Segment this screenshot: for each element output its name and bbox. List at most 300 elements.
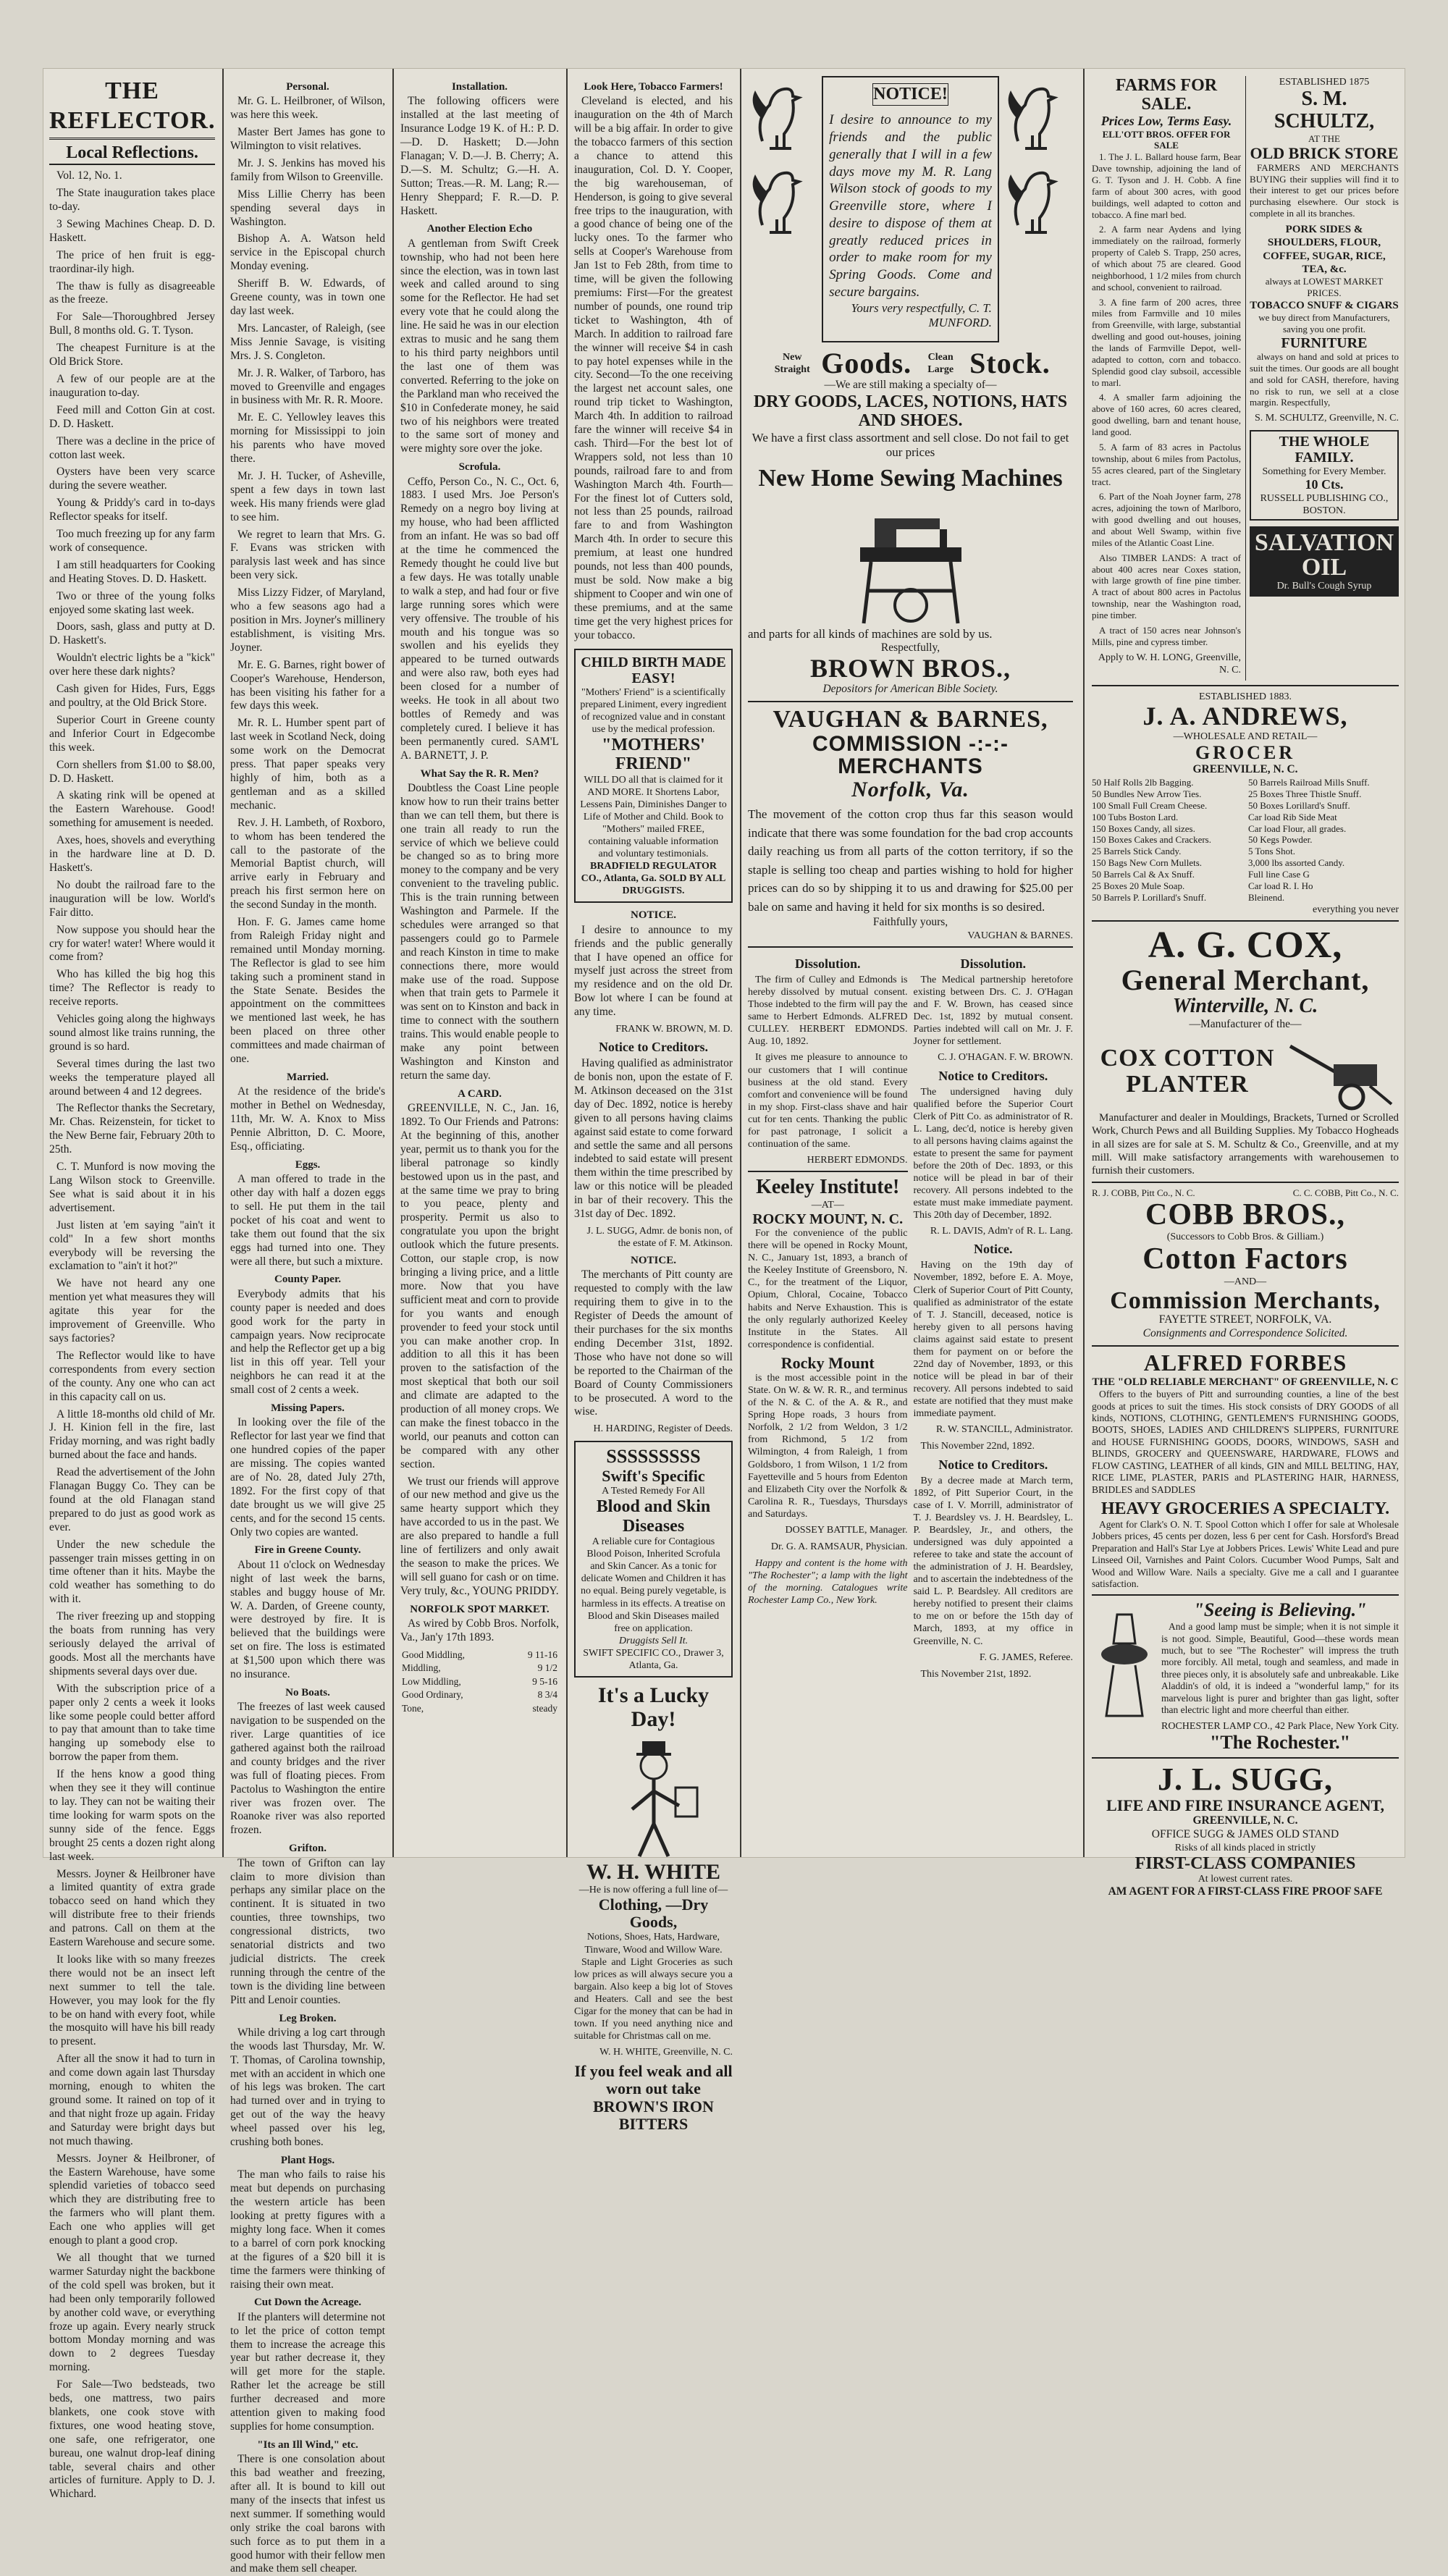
brown-dep: Depositors for American Bible Society. xyxy=(822,682,998,695)
cobb-cm: Commission Merchants, xyxy=(1110,1287,1381,1314)
item-text: The freezes of last week caused navigation to be suspended on the river. Large quantities of ice gathered against both the railroad and county bridges and the river was full of floating pieces. From Pactolus to Washington the entire river was frozen over. The Roanoke river was also reported frozen. xyxy=(230,1701,385,1837)
item-heading: Fire in Greene County. xyxy=(254,1544,361,1557)
notice-harding-sig: H. HARDING, Register of Deeds. xyxy=(593,1423,733,1435)
market-row xyxy=(400,1649,559,1662)
vaughan-title: COMMISSION -:-:- MERCHANTS xyxy=(812,731,1009,779)
andrews-left xyxy=(1092,777,1242,903)
rooster-icon xyxy=(1003,76,1061,156)
item-text: At the residence of the bride's mother in Bethel on Wednesday, 11th, Mr. W. A. Knox to Miss Pennie Albritton, D. C. Moore, Esq., officiating. xyxy=(230,1085,385,1153)
item-text: Mr. G. L. Heilbroner, of Wilson, was here this week. xyxy=(230,95,385,122)
local-item: A few of our people are at the inauguration to-day. xyxy=(49,372,215,399)
andrews-item: 25 Boxes 20 Mule Soap. xyxy=(1092,880,1185,891)
farms-list xyxy=(1092,151,1241,647)
column-rule xyxy=(222,69,224,1857)
dissolution1-sig: HERBERT EDMONDS. xyxy=(807,1155,908,1166)
goods-line: —We are still making a specialty of— xyxy=(824,378,997,391)
andrews-item: 5 Tons Shot. xyxy=(1248,846,1295,857)
lucky-day-banner: It's a Lucky Day! xyxy=(597,1683,710,1731)
item-text: In looking over the file of the Reflector for last year we find that one hundred copies of the paper are missing. The copies wanted are of No. 28, dated July 27th, 1892. For the first copy of that date brought us we will give 25 cents, and for the second 15 cents. Only two copies are wanted. xyxy=(230,1416,385,1539)
item-text: Hon. F. G. James came home from Raleigh Friday night and remained until Monday morning. The Reflector is glad to see him taking such a prominent stand in the State Senate. Besides the appointment on the committees we mentioned last week, he has been placed on three other committees and made chairman of one. xyxy=(230,916,385,1066)
keeley-foot: Happy and content is the home with "The Rochester"; a lamp with the light of the morning. Catalogues write Rochester Lamp Co., New York. xyxy=(748,1558,908,1607)
item-text: Miss Lizzy Fidzer, of Maryland, who a few seasons ago had a position in Mrs. Joyner's millinery establishment, is visiting Mrs. Joyner. xyxy=(230,586,385,654)
cobb-cons: Consignments and Correspondence Solicited. xyxy=(1142,1327,1348,1340)
andrews-city: GREENVILLE, N. C. xyxy=(1192,763,1298,776)
item-text: If the planters will determine not to let the price of cotton tempt them to increase the acreage this year but rather decrease it, they will get more for the staple. Rather let the acreage be still further decreased and more attention given to making food supplies for home consumption. xyxy=(230,2310,385,2433)
andrews-whole: —WHOLESALE AND RETAIL— xyxy=(1173,731,1318,742)
white-line3: Notions, Shoes, Hats, Hardware, Tinware, Wood and Willow Ware. xyxy=(584,1932,723,1956)
farm-listing: 6. Part of the Noah Joyner farm, 278 acres, adjoining the town of Marlboro, with good dwelling and out houses, and about Well Swamp, within five miles of the Atlantic Coast Line. xyxy=(1092,491,1241,548)
item-heading: NORFOLK SPOT MARKET. xyxy=(410,1603,550,1615)
local-item: It looks like with so many freezes there would not be an insect left next summer to tell the tale. However, you may look for the fly to be on hand with every foot, while the mosquito will have his bill ready to present. xyxy=(49,1953,215,2048)
goods-big1: Goods. xyxy=(821,346,912,379)
swift-title: Swift's Specific xyxy=(602,1467,705,1486)
white-sig: W. H. WHITE, Greenville, N. C. xyxy=(599,2047,733,2058)
salvation-oil-ad xyxy=(1250,526,1399,597)
sewing-parts: and parts for all kinds of machines are sold by us. xyxy=(748,626,993,641)
swift-s-row: SSSSSSSSS xyxy=(606,1446,701,1468)
divider xyxy=(1092,685,1399,686)
creditors3-sig: F. G. JAMES, Referee. xyxy=(979,1651,1073,1663)
local-item: The cheapest Furniture is at the Old Brick Store. xyxy=(49,342,215,369)
rochester-addr: ROCHESTER LAMP CO., 42 Park Place, New York City. xyxy=(1161,1720,1399,1732)
item-heading: Married. xyxy=(287,1072,329,1084)
keeley-place: ROCKY MOUNT, N. C. xyxy=(752,1211,904,1228)
sugg-rates: At lowest current rates. xyxy=(1197,1874,1293,1885)
local-item: The Reflector would like to have correspondents from every section of the county. Any one who can act in this capacity call on us. xyxy=(49,1349,215,1403)
item-text: The man who fails to raise his meat but depends on purchasing the western article has been looking at pretty figures with a mighty long face. When it comes to a barrel of corn pork knocking at the figures of a $20 bill it is time the farmers were thinking of raising their own meat. xyxy=(230,2168,385,2291)
goods-big2: Stock. xyxy=(969,346,1051,379)
andrews-item: 100 Small Full Cream Cheese. xyxy=(1092,799,1208,811)
dissolution1-text: The firm of Culley and Edmonds is hereby dissolved by mutual consent. Those indebted to the firm will pay the same to Herbert Edmonds. ALFRED CULLEY. HERBERT EDMONDS. Aug. 10, 1892. xyxy=(748,975,908,1048)
farms-title: FARMS FOR SALE. xyxy=(1115,76,1218,114)
divider xyxy=(748,946,1073,948)
stancill-text: Having on the 19th day of November, 1892, before E. A. Moye, Clerk of Superior Court of Pitt County, qualified as administrator of the estate of T. J. Stancill, deceased, notice is hereby given to all persons having claims against said estate to present them for payment on or before the 22nd day of November, 1893, or this notice will be plead in bar of their recovery. All persons indebted to said estate are notified that they must make immediate payment. xyxy=(913,1260,1073,1420)
salvation-foot: Dr. Bull's Cough Syrup xyxy=(1276,581,1372,592)
andrews-item: 50 Kegs Powder. xyxy=(1248,834,1313,846)
rochester-sub: And a good lamp must be simple; when it is not simple it is not good. Simple, Beautiful, Good—these words mean much, but to see "The Rochester" will impress the truth more forcibly. All metal, tough and seamless, and made in three pieces only, it is absolutely safe and unbreakable. Like Aladdin's of old, it is indeed a "wonderful lamp," for its marvelous light is purer and brighter than gas light, softer than electric light and more cheerful than either. xyxy=(1161,1621,1399,1716)
munford-heading: NOTICE! xyxy=(872,83,948,106)
stancill-sig: R. W. STANCILL, Administrator. xyxy=(935,1424,1073,1436)
farms-apply: Apply to W. H. LONG, Greenville, N. C. xyxy=(1098,652,1241,675)
local-item: Just listen at 'em saying "ain't it cold" In a few short months everybody will be reversing the exclamation to "ain't it hot?" xyxy=(49,1218,215,1273)
sugg-title: LIFE AND FIRE INSURANCE AGENT, xyxy=(1106,1796,1385,1814)
item-heading: Scrofula. xyxy=(458,461,501,473)
rooster-icon xyxy=(748,160,806,240)
item-text: Rev. J. H. Lambeth, of Roxboro, to whom has been tendered the call to the pastorate of the Memorial Baptist church, will arrive early in February and preach his first sermon here on the second Sunday in the month. xyxy=(230,816,385,912)
item-heading: Missing Papers. xyxy=(271,1402,345,1415)
item-text: Mr. E. G. Barnes, right bower of Cooper's Warehouse, Henderson, has been visiting his father for a few days this week. xyxy=(230,658,385,712)
item-text: Mr. J. H. Tucker, of Asheville, spent a few days in town last week. His many friends were glad to see him. xyxy=(230,469,385,523)
swift-sold: Druggists Sell It. xyxy=(618,1635,689,1646)
cobb-top xyxy=(1092,1187,1399,1199)
stancill-heading: Notice. xyxy=(974,1242,1013,1257)
creditors3-date: This November 21st, 1892. xyxy=(920,1668,1032,1680)
dissolution2-sig: C. J. O'HAGAN. F. W. BROWN. xyxy=(938,1052,1073,1064)
local-item: No doubt the railroad fare to the inauguration will be low. World's Fair ditto. xyxy=(49,878,215,919)
top-ads-row xyxy=(1092,76,1399,681)
lamp-icon xyxy=(1092,1600,1157,1723)
item-heading: Cut Down the Acreage. xyxy=(253,2297,362,2309)
dissolution1-text2: It gives me pleasure to announce to our customers that I will continue business at the old stand. Every comfort and convenience will be found in my shop. First-class shave and hair cut for ten cents. Thanking the public for past patronage, I solicit a continuation of the same. xyxy=(748,1052,908,1150)
item-heading: County Paper. xyxy=(274,1274,341,1286)
market-row xyxy=(400,1662,559,1675)
schultz-furn: FURNITURE xyxy=(1281,334,1368,351)
schultz-body: FARMERS AND MERCHANTS BUYING their supplies will find it to their interest to get our prices before purchasing elsewhere. Our stock is complete in all its branches. xyxy=(1250,161,1399,219)
swift-body: A reliable cure for Contagious Blood Poison, Inherited Scrofula and Skin Cancer. As a tonic for delicate Women and Children it has no equal. Being purely vegetable, is harmless in its effects. A treatise on Blood and Skin Diseases mailed free on application. xyxy=(581,1536,726,1634)
item-text: Mr. J. S. Jenkins has moved his family from Wilson to Greenville. xyxy=(230,156,385,183)
local-item: Read the advertisement of the John Flanagan Buggy Co. They can be found at the old Flanagan stand prepared to do just as good work as ever. xyxy=(49,1466,215,1533)
farms-offer: ELL'OTT BROS. OFFER FOR SALE xyxy=(1102,128,1231,151)
cox-title: General Merchant, xyxy=(1121,964,1370,997)
local-item: Doors, sash, glass and putty at D. D. Haskett's. xyxy=(49,620,215,647)
whole-family-ad xyxy=(1250,430,1399,521)
child-birth-ad xyxy=(574,649,733,904)
rochester-name: "The Rochester." xyxy=(1210,1731,1350,1753)
vaughan-name: VAUGHAN & BARNES, xyxy=(773,705,1048,733)
sugg-risks: Risks of all kinds placed in strictly xyxy=(1174,1842,1316,1853)
tobacco-text: Cleveland is elected, and his inauguration on the 4th of March will be a big affair. In order to give the tobacco farmers of this section a chance to attend this inauguration, Col. D. Y. Cooper, the big warehouseman, of Henderson, is going to give several free trips to the inauguration, with a good chance of being one of the lucky ones. To the farmer who sells at Cooper's Warehouse from Jan 1st to Feb 28th, from time to time, will be given the following premiums: First—For the greatest number of pounds, one round trip ticket to Washington, 4th of March. In addition to railroad fare the winner will receive $4 in cash to pay hotel expenses while in the city. Second—To the one receiving the largest net account sales, one round trip ticket to Washington, March 4th. In addition to railroad fare the winner will receive $4 in cash. Third—For the best lot of Wrappers sold, not less than 10 pounds, railroad fare to and from Washington March 4th. Fourth—For the finest lot of Cutters sold, not less than 25 pounds, railroad fare to and from Washington March 4th. In order to secure this premium, at least one hundred pounds, not less than 400 pounds, must be sold. Now make a big shipment to Cooper and win one of these premiums, and at the same time get the very highest prices for your tobacco. xyxy=(574,95,733,641)
vaughan-city: Norfolk, Va. xyxy=(851,777,969,801)
local-item: Oysters have been very scarce during the severe weather. xyxy=(49,466,215,492)
andrews-item: Full line Case G xyxy=(1248,869,1310,880)
local-item: Wouldn't electric lights be a "kick" over here these dark nights? xyxy=(49,652,215,678)
item-text: Ceffo, Person Co., N. C., Oct. 6, 1883. I used Mrs. Joe Person's Remedy on a negro boy living at my house, who had been afflicted from an infant. He was so bad off at the time he commenced the Remedy thought he could live but a few days. He was totally unable to walk a step, and had four or five large running sores which were very offensive. The trouble of his mouth and his tongue was so swollen and his eyelids they appeared to be turned outwards and were also raw, both eyes had been closed for a number of weeks. He took in all about two bottles of Remedy and was completely cured. I believe it has been permanently cured. SAM'L A. BARNETT, J. P. xyxy=(400,475,559,762)
item-heading: No Boats. xyxy=(285,1686,330,1699)
item-text: Everybody admits that his county paper is needed and does good work for the party in campaign years. Now reciprocate and help the Reflector get up a big list in this off year. Tell your neighbors he can read it at the small cost of 2 cents a week. xyxy=(230,1287,385,1397)
item-heading: "Its an Ill Wind," etc. xyxy=(257,2438,358,2451)
item-text: Mr. R. L. Humber spent part of last week in Scotland Neck, doing some work on the Democrat press. That paper speaks very highly of him, both as a gentleman and as a skilled mechanic. xyxy=(230,717,385,812)
cobb-left: R. J. COBB, Pitt Co., N. C. xyxy=(1092,1187,1195,1199)
sugg-city: GREENVILLE, N. C. xyxy=(1192,1814,1298,1827)
cox-mfr: —Manufacturer of the— xyxy=(1189,1018,1302,1031)
munford-notice xyxy=(822,76,999,342)
column-rule xyxy=(740,69,741,1857)
swift-specific-ad xyxy=(574,1441,733,1678)
sugg-name: J. L. SUGG, xyxy=(1157,1761,1334,1798)
local-item: Corn shellers from $1.00 to $8.00, D. D. Haskett. xyxy=(49,758,215,785)
keeley-title: Keeley Institute! xyxy=(756,1176,900,1199)
item-text: A gentleman from Swift Creek township, who had not been here since the election, was in town last week and called around to sing some for the Reflector. He had set every vote that he could along the line. He said he was in our election extras to music and he sang them to his third party neighbors until the last one of them was converted. Referring to the joke on the Parkland man who received the $10 in Confederate money, he said two of his neighbors were treated to the same sort of money and were mighty sore over the joke. xyxy=(400,237,559,455)
local-item: A little 18-months old child of Mr. J. H. Kinion fell in the fire, last Friday morning, and was right badly burned about the face and hands. xyxy=(49,1407,215,1462)
local-item: Cash given for Hides, Furs, Eggs and poultry, at the Old Brick Store. xyxy=(49,683,215,710)
rochester-text xyxy=(1161,1600,1399,1753)
local-item: If the hens know a good thing when they see it they will continue to lay. They can not be waiting their time looking for warm spots on the sunny side of the fence. Eggs brought 25 cents a dozen right along last week. xyxy=(49,1768,215,1863)
market-table xyxy=(400,1649,559,1715)
local-item: A skating rink will be opened at the Eastern Warehouse. Good! something for amusement is needed. xyxy=(49,789,215,830)
local-item: With the subscription price of a paper only 2 cents a week it looks like some people could better afford to pay that amount than to take time hanging up somebody else to borrow the paper from them. xyxy=(49,1682,215,1764)
item-heading: Personal. xyxy=(286,81,329,93)
notices-grid xyxy=(748,952,1073,1684)
notice-harding-text: The merchants of Pitt county are requested to comply with the law requiring them to give in to the Register of Deeds the amount of their purchases for the six months ending December 31st, 1892. Those who have not done so will be reported to the Chairman of the Board of County Commissioners to be prosecuted. A word to the wise. xyxy=(574,1268,733,1418)
local-item: The price of hen fruit is egg-traordinar-ily high. xyxy=(49,248,215,275)
andrews-item: Car load R. I. Ho xyxy=(1248,880,1313,891)
creditors2-sig: R. L. DAVIS, Adm'r of R. L. Lang. xyxy=(930,1226,1073,1237)
vaughan-body: The movement of the cotton crop thus far this season would indicate that there was some foundation for the bad crop accounts daily reaching us from all parts of the cotton territory, if so the staple is selling too cheap and parties wishing to hold for higher prices can do so by shipping it to us and drawing for $25.00 per bale on same and having it held for six months is so desired. xyxy=(748,807,1073,914)
rochester-ad xyxy=(1092,1600,1399,1753)
keeley-rm-body: is the most accessible point in the State. On W. & W. R. R., and terminus of the N. & C. of the A. & R., and Spring Hope roads, 3 hours from Norfolk, 2 1/2 from Weldon, 3 1/2 from Richmond, 5 1/2 from Wilmington, 4 from Raleigh, 1 from Goldsboro, 1 from Wilson, 1 1/2 from Fayetteville and 5 hours from Edenton and Elizabeth City over the Norfolk & Carolina R. R., Tuesdays, Thursdays and Saturdays. xyxy=(748,1373,908,1520)
child-birth-maker: BRADFIELD REGULATOR CO., Atlanta, Ga. SOLD BY ALL DRUGGISTS. xyxy=(581,861,726,897)
andrews-item: 150 Boxes Candy, all sizes. xyxy=(1092,822,1195,834)
child-birth-title: CHILD BIRTH MADE EASY! xyxy=(581,654,726,686)
local-item: C. T. Munford is now moving the Lang Wilson stock to Greenville. See what is said about it in his advertisement. xyxy=(49,1161,215,1214)
swift-sub: A Tested Remedy For All xyxy=(602,1486,705,1497)
column-tobacco xyxy=(568,76,738,2133)
market-grade: Good Middling, xyxy=(402,1649,466,1660)
andrews-item: 50 Barrels Railroad Mills Snuff. xyxy=(1248,777,1370,788)
goods-body: We have a first class assortment and sell close. Do not fail to get our prices xyxy=(752,430,1069,460)
brown-resp: Respectfully, xyxy=(880,641,940,654)
local-item: The thaw is fully as disagreeable as the freeze. xyxy=(49,279,215,306)
cotton-planter-icon xyxy=(1283,1032,1399,1111)
local-item: For Sale—Two bedsteads, two beds, one mattress, two pairs blankets, one cook stove with fixtures, one wood heating stove, one safe, one refrigerator, one bureau, one walnut drop-leaf dining table, several chairs and other articles of furniture. Apply to D. J. Whichard. xyxy=(49,2378,215,2501)
family-maker: RUSSELL PUBLISHING CO., BOSTON. xyxy=(1260,493,1389,517)
item-heading: A CARD. xyxy=(458,1087,502,1100)
vaughan-faith: Faithfully yours, xyxy=(872,916,948,929)
white-line1: —He is now offering a full line of— xyxy=(578,1884,728,1895)
sewing-machines-heading: New Home Sewing Machines xyxy=(758,465,1063,492)
rooster-icon xyxy=(748,76,806,156)
andrews-item: 50 Boxes Lorillard's Snuff. xyxy=(1248,799,1350,811)
swift-maker: SWIFT SPECIFIC CO., Drawer 3, Atlanta, Ga. xyxy=(583,1647,724,1671)
andrews-item: Car load Flour, all grades. xyxy=(1248,822,1347,834)
keeley-at: —AT— xyxy=(811,1199,844,1211)
local-item: Now suppose you should hear the cry for water! water! Where would it come from? xyxy=(49,923,215,964)
farm-listing: 4. A smaller farm adjoining the above of 160 acres, 60 acres cleared, good dwelling, barn and tenant house, land good. xyxy=(1092,392,1241,438)
local-item: Several times during the last two weeks the temperature played all around between 4 and 12 degrees. xyxy=(49,1057,215,1098)
local-item: Superior Court in Greene county and Inferior Court in Edgecombe this week. xyxy=(49,713,215,754)
andrews-item: 25 Boxes Three Thistle Snuff. xyxy=(1248,788,1362,799)
market-grade: Low Middling, xyxy=(402,1675,461,1687)
andrews-item: Car load Rib Side Meat xyxy=(1248,811,1337,822)
farms-ad xyxy=(1092,76,1241,681)
dissolution2-heading: Dissolution. xyxy=(960,956,1027,972)
cobb-right: C. C. COBB, Pitt Co., N. C. xyxy=(1292,1187,1399,1199)
market-price: 9 1/2 xyxy=(537,1662,557,1674)
local-item: Vol. 12, No. 1. xyxy=(56,169,122,182)
local-item: We have not heard any one mention yet what measures they will agitate this year for the improvement of Greenville. Who says factories? xyxy=(49,1277,215,1344)
vaughan-sig: VAUGHAN & BARNES. xyxy=(967,930,1073,941)
creditors2-heading: Notice to Creditors. xyxy=(938,1068,1048,1083)
market-grade: Good Ordinary, xyxy=(402,1689,463,1701)
column-rule xyxy=(1083,69,1085,1857)
white-body: Staple and Light Groceries as such low prices as will always secure you a bargain. Also keep a big lot of Stoves and Heaters. Call and see the best Cigar for the money that can be had in town. If you need anything nice and suitable for Christmas call on me. xyxy=(574,1956,733,2042)
farm-listing: Also TIMBER LANDS: A tract of about 400 acres near Coxes station, with large growth of fine pine timber. A tract of about 800 acres in Pactolus township, near the Washington road, pine timber. xyxy=(1092,552,1241,620)
installation-items xyxy=(400,80,559,1645)
market-price: 8 3/4 xyxy=(537,1689,557,1701)
munford-sig: Yours very respectfully, C. T. MUNFORD. xyxy=(851,300,992,330)
dissolution2-text: The Medical partnership heretofore existing between Drs. C. J. O'Hagan and F. W. Brown, has ceased since Dec. 1st, 1892 by mutual consent. Parties indebted will call on Mr. J. F. Joyner for settlement. xyxy=(913,975,1073,1048)
goods-head: DRY GOODS, LACES, NOTIONS, HATS AND SHOES. xyxy=(753,392,1068,431)
keeley-body: For the convenience of the public there will be opened in Rocky Mount, N. C., January 1st, 1893, a branch of the Keeley Institute of Greensboro, N. C., for the treatment of the Liquor, Opium, Chloral, Cocaine, Tobacco habits and Nerve Exhaustion. This is the only regularly authorized Keeley Institute in the States. All correspondence is confidential. xyxy=(748,1228,908,1350)
white-line2: Clothing, —Dry Goods, xyxy=(598,1895,709,1932)
item-text: A man offered to trade in the other day with half a dozen eggs to sell. He put them in the tail pocket of his coat and went to take them out found that the six eggs had turned into one. They were all there, but such a mixture. xyxy=(230,1173,385,1268)
item-heading: Eggs. xyxy=(295,1158,321,1171)
item-text: As wired by Cobb Bros. Norfolk, Va., Jan'y 17th 1893. xyxy=(400,1617,559,1643)
child-birth-body: WILL DO all that is claimed for it AND MORE. It Shortens Labor, Lessens Pain, Diminishes Danger to Life of Mother and Child. Book to "Mothers" mailed FREE, containing valuable information and voluntary testimonials. xyxy=(580,774,727,860)
cox-name: A. G. COX, xyxy=(1148,924,1343,966)
divider xyxy=(1092,920,1399,922)
local-item: The Reflector thanks the Secretary, Mr. Chas. Reizenstein, for ticket to the New Berne fair, February 20th to 25th. xyxy=(49,1102,215,1156)
market-price: steady xyxy=(532,1702,557,1714)
notices-left xyxy=(748,952,908,1684)
item-text: Miss Lillie Cherry has been spending several days in Washington. xyxy=(230,188,385,228)
andrews-est: ESTABLISHED 1883. xyxy=(1199,691,1292,702)
item-text: Mr. E. C. Yellowley leaves this morning for Mississippi to join his parents who have moved there. xyxy=(230,411,385,466)
item-text: There is one consolation about this bad weather and freezing, after all. It is bound to kill out many of the insects that infest us next summer. If something would only strike the coal barons with such force as to put them in a good humor with their fellow men and make them sell cheaper. xyxy=(230,2453,385,2575)
schultz-head: PORK SIDES & SHOULDERS, FLOUR, COFFEE, SUGAR, RICE, TEA, &c. xyxy=(1263,224,1386,275)
swift-big: Blood and Skin Diseases xyxy=(596,1497,711,1536)
market-price: 9 11-16 xyxy=(527,1649,557,1660)
cobb-succ: (Successors to Cobb Bros. & Gilliam.) xyxy=(1166,1232,1324,1243)
goods-small1: New Straight xyxy=(774,351,810,375)
local-items xyxy=(49,169,215,2501)
column-local-reflections xyxy=(43,76,221,2501)
schultz-line: always at LOWEST MARKET PRICES. xyxy=(1265,276,1384,299)
divider xyxy=(748,1171,908,1172)
creditors3-heading: Notice to Creditors. xyxy=(938,1457,1048,1472)
goods-small2: Clean Large xyxy=(927,351,954,375)
local-item: Young & Priddy's card in to-days Reflector speaks for itself. xyxy=(49,497,215,523)
local-item: The State inauguration takes place to-day. xyxy=(49,187,215,214)
sugg-office: OFFICE SUGG & JAMES OLD STAND xyxy=(1151,1827,1339,1840)
stancill-date: This November 22nd, 1892. xyxy=(920,1441,1035,1452)
item-text: Master Bert James has gone to Wilmington to visit relatives. xyxy=(230,126,385,153)
newspaper-page xyxy=(43,69,1405,2575)
local-item: Axes, hoes, shovels and everything in the hardware line at D. D. Haskett's. xyxy=(49,834,215,874)
cobb-addr: FAYETTE STREET, NORFOLK, VA. xyxy=(1158,1313,1332,1326)
keeley-sig1: DOSSEY BATTLE, Manager. xyxy=(785,1524,908,1536)
family-title: THE WHOLE FAMILY. xyxy=(1279,434,1370,466)
schultz-body2: we buy direct from Manufacturers, saving you one profit. xyxy=(1258,312,1390,335)
salvation-big: SALVATION OIL xyxy=(1254,529,1394,581)
local-item: 3 Sewing Machines Cheap. D. D. Haskett. xyxy=(49,217,215,244)
notice-brown-heading: NOTICE. xyxy=(631,909,676,922)
local-item: For Sale—Thoroughbred Jersey Bull, 8 months old. G. T. Tyson. xyxy=(49,311,215,337)
munford-text: I desire to announce to my friends and the public generally that I will in a few days move my M. R. Lang Wilson stock of goods to my Greenville store, where I desire to dispose of them at greatly reduced prices in order to make room for my Spring Goods. Come and secure bargains. xyxy=(829,112,992,300)
item-heading: Grifton. xyxy=(288,1843,327,1855)
andrews-item: 50 Barrels P. Lorillard's Snuff. xyxy=(1092,891,1207,903)
rooster-icon xyxy=(1003,160,1061,240)
personal-items xyxy=(230,80,385,2576)
market-row xyxy=(400,1675,559,1688)
andrews-right xyxy=(1248,777,1399,903)
schultz-store: OLD BRICK STORE xyxy=(1250,143,1399,162)
white-name: W. H. WHITE xyxy=(586,1859,721,1884)
item-text: GREENVILLE, N. C., Jan. 16, 1892. To Our Friends and Patrons: At the beginning of this, another year, permit us to thank you for the liberal patronage so kindly bestowed upon us in the past, and at the same time we pray to bring to you peace, plenty and prosperity. Permit us also to congratulate you upon the bright outlook which the future presents. Cotton, our staple crop, is now bringing a living price, and a little more. Now that you have sufficient meat and corn to provide for you wants and enough provender to feed your stock until you can make another crop. In addition to all this it has been proven to the satisfaction of the most skeptical that both our soil and climate are adapted to the production of all money crops. We can make the finest tobacco in the world, our peanuts and cotton can be compared with any other section. xyxy=(400,1102,559,1470)
local-item: Two or three of the young folks enjoyed some skating last week. xyxy=(49,589,215,616)
notice-brown-text: I desire to announce to my friends and the public generally that I have opened an office for myself just across the street from my residence and on the old Dr. Bow lot where I can be found at any time. xyxy=(574,923,733,1019)
item-heading: Leg Broken. xyxy=(279,2012,337,2024)
item-heading: What Say the R. R. Men? xyxy=(420,767,539,780)
farm-listing: 1. The J. L. Ballard house farm, Bear Dave township, adjoining the land of G. T. Tyson and J. H. Cobb. A fine farm of about 300 acres, with good buildings, well adapted to cotton and tobacco. A fine marl bed. xyxy=(1092,151,1241,220)
tobacco-heading: Look Here, Tobacco Farmers! xyxy=(584,81,723,93)
item-text: Mr. J. R. Walker, of Tarboro, has moved to Greenville and engages in business with Mr. R. R. Moore. xyxy=(230,366,385,407)
andrews-name: J. A. ANDREWS, xyxy=(1142,701,1348,731)
schultz-tob: TOBACCO SNUFF & CIGARS xyxy=(1250,299,1399,311)
divider xyxy=(748,701,1073,702)
farm-listing: 2. A farm near Aydens and lying immediately on the railroad, formerly property of Caleb S. Trapp, 250 acres, of which about 75 are cleared. Good neighborhood, 1 1/2 miles from church and school, convenient to railroad. xyxy=(1092,224,1241,292)
local-heading: Local Reflections. xyxy=(49,143,215,165)
local-item: Who has killed the big hog this time? The Reflector is ready to receive reports. xyxy=(49,968,215,1009)
farms-sub: Prices Low, Terms Easy. xyxy=(1100,113,1232,128)
item-heading: Plant Hogs. xyxy=(280,2155,335,2167)
browns-iron-bitters: If you feel weak and all worn out take BROWN'S IRON BITTERS xyxy=(574,2062,733,2133)
cox-planter-text xyxy=(1092,1045,1283,1097)
andrews-item: 150 Boxes Cakes and Crackers. xyxy=(1092,834,1211,846)
family-price: 10 Cts. xyxy=(1305,477,1344,492)
item-heading: Installation. xyxy=(451,81,508,93)
market-price: 9 5-16 xyxy=(532,1675,557,1687)
andrews-lists xyxy=(1092,777,1399,903)
item-text: Sheriff B. W. Edwards, of Greene county, was in town one day last week. xyxy=(230,277,385,317)
farm-listing: A tract of 150 acres near Johnson's Mills, pine and cypress timber. xyxy=(1092,624,1241,647)
creditors2-text: The undersigned having duly qualified before the Superior Court Clerk of Pitt Co. as administrator of R. L. Lang, dec'd, notice is hereby given to all persons having claims against the estate to present the same for payment before the 20th of Dec. 1893, or this notice will be plead in bar of their recovery. All persons indebted to the estate must make immediate payment. This 20th day of December, 1892. xyxy=(913,1086,1073,1221)
schultz-body3: always on hand and sold at prices to suit the times. Our goods are all bought and sold for CASH, therefore, having no risk to run, we sell at a close margin. Respectfully, xyxy=(1250,350,1399,408)
cobb-cf: Cotton Factors xyxy=(1142,1242,1348,1276)
cox-body: Manufacturer and dealer in Mouldings, Brackets, Turned or Scrolled Work, Church Pews and all Building Supplies. My Tobacco Hogheads in all sizes are for sale at S. M. Schultz & Co., Greenville, and at my mill. Will make satisfactory arrangements with warehousemen to furnish their customers. xyxy=(1092,1111,1399,1177)
schultz-ad xyxy=(1245,76,1399,681)
goods-stock-banner xyxy=(748,348,1073,379)
item-text: Mrs. Lancaster, of Raleigh, (see Miss Jennie Savage, is visiting Mrs. J. S. Congleton. xyxy=(230,321,385,362)
local-item: After all the snow it had to turn in and come down again last Thursday morning, enough to whiten the ground some. It rained on top of it and that night froze up again. Friday and Saturday were bright days but not much thawing. xyxy=(49,2053,215,2147)
family-line: Something for Every Member. xyxy=(1262,466,1386,478)
keeley-sig2: Dr. G. A. RAMSAUR, Physician. xyxy=(770,1541,908,1553)
market-grade: Tone, xyxy=(402,1702,424,1714)
market-row xyxy=(400,1702,559,1715)
andrews-item: 25 Barrels Stick Candy. xyxy=(1092,846,1182,857)
local-item: The river freezing up and stopping the boats from running has very seriously delayed the arrival of goods. Most all the merchants have shipments several days over due. xyxy=(49,1610,215,1678)
andrews-item: 50 Half Rolls 2lb Bagging. xyxy=(1092,777,1194,788)
local-item: Messrs. Joyner & Heilbroner, of the Eastern Warehouse, have some splendid varieties of tobacco seed which they are distributing free to the farmers who will plant them. Each one who applies will get enough to plant a good crop. xyxy=(49,2152,215,2247)
divider xyxy=(1092,1345,1399,1347)
local-item: There was a decline in the price of cotton last week. xyxy=(49,434,215,461)
local-item: We all thought that we turned warmer Saturday night the backbone of the cold spell was broken, but it had been only temporarily followed by another cold wave, or everything froze up again. Every nearly struck bottom Monday morning and was down to 2 degrees Tuesday morning. xyxy=(49,2251,215,2374)
andrews-every: everything you never xyxy=(1313,904,1399,915)
local-item: Under the new schedule the passenger train misses getting in on time oftener than it hits. Maybe the cold weather has something to do with it. xyxy=(49,1538,215,1606)
local-item: Messrs. Joyner & Heilbroner have a limited quantity of extra grade tobacco seed on hand which they will distribute free to their friends and patrons. Call on them at the Eastern Warehouse and secure some. xyxy=(49,1867,215,1949)
cox-planter xyxy=(1092,1032,1399,1111)
cox-planter1: COX COTTON xyxy=(1100,1045,1275,1072)
item-text: Doubtless the Coast Line people know how to run their trains better than we can tell them, but there is one train all ready to run the service of which we believe could be changed so as to bring more money to the company and be very convenient to the traveling public. This is the train running between Washington and Parmele. If the schedules were arranged so that passengers could go to Parmele and reach Kinston in time to make connections there, more would make use of the road. Suppose when that train gets to Parmele it was sent on to Kinston and back in time to connect with the southern trains. This would enable people to make any point between Washington and Kinston and return the same day. xyxy=(400,781,559,1082)
notices-right xyxy=(914,952,1074,1684)
mothers-friend-brand: "MOTHERS' FRIEND" xyxy=(602,735,705,774)
creditors1-sig: J. L. SUGG, Admr. de bonis non, of the estate of F. M. Atkinson. xyxy=(586,1225,733,1250)
schultz-name: S. M. SCHULTZ, xyxy=(1274,88,1375,132)
divider xyxy=(1092,1757,1399,1759)
sewing-machine-icon xyxy=(831,497,990,627)
andrews-item: 100 Tubs Boston Lard. xyxy=(1092,811,1179,822)
andrews-item: 150 Bags New Corn Mullets. xyxy=(1092,857,1203,869)
cox-planter2: PLANTER xyxy=(1126,1070,1249,1098)
column-installation xyxy=(395,76,565,1850)
brown-bros-name: BROWN BROS., xyxy=(809,654,1011,683)
divider xyxy=(1092,1594,1399,1596)
masthead: THE REFLECTOR. xyxy=(49,76,215,140)
column-munford-ads xyxy=(742,76,1079,1850)
farm-listing: 3. A fine farm of 200 acres, three miles from Farmville and 10 miles from Greenville, with large, substantial dwelling and good out-houses, joining the lands of Farmville Depot, well-adapted to cotton, corn and tobacco. Splendid good clay subsoil, accessible to marl. xyxy=(1092,296,1241,388)
sugg-first: FIRST-CLASS COMPANIES xyxy=(1135,1853,1356,1873)
forbes-title: THE "OLD RELIABLE MERCHANT" OF GREENVILLE, N. C xyxy=(1092,1376,1399,1388)
forbes-body2: Agent for Clark's O. N. T. Spool Cotton which I offer for sale at Wholesale Jobbers prices, 45 cents per dozen, less 6 per cent for Cash. Horsford's Bread Preparation and Hall's Star Lye at Jobbers Prices. Lewis' White Lead and pure Linseed Oil, Varnishes and Paint Colors. Cucumber Wood Pumps, Salt and Wood and Willow Ware. Nails a specialty. Give me a call and I guarantee satisfaction. xyxy=(1092,1518,1399,1589)
cobb-and: —AND— xyxy=(1224,1276,1267,1287)
market-grade: Middling, xyxy=(402,1662,441,1674)
schultz-sig: S. M. SCHULTZ, Greenville, N. C. xyxy=(1255,413,1399,424)
divider xyxy=(1092,1182,1399,1183)
column-merchant-ads xyxy=(1086,76,1405,1898)
column-rule xyxy=(566,69,568,1857)
item-text: The following officers were installed at the last meeting of Insurance Lodge 19 K. of H.: P. D.—D. D. Haskett; D.—John Flanagan; V. D.—J. B. Cherry; A. D.—S. M. Schultz; G.—H. A. Sutton; Treas.—R. M. Lang; R.—Henry Sheppard; F. R.—D. P. Haskett. xyxy=(400,95,559,217)
column-rule xyxy=(392,69,394,1857)
